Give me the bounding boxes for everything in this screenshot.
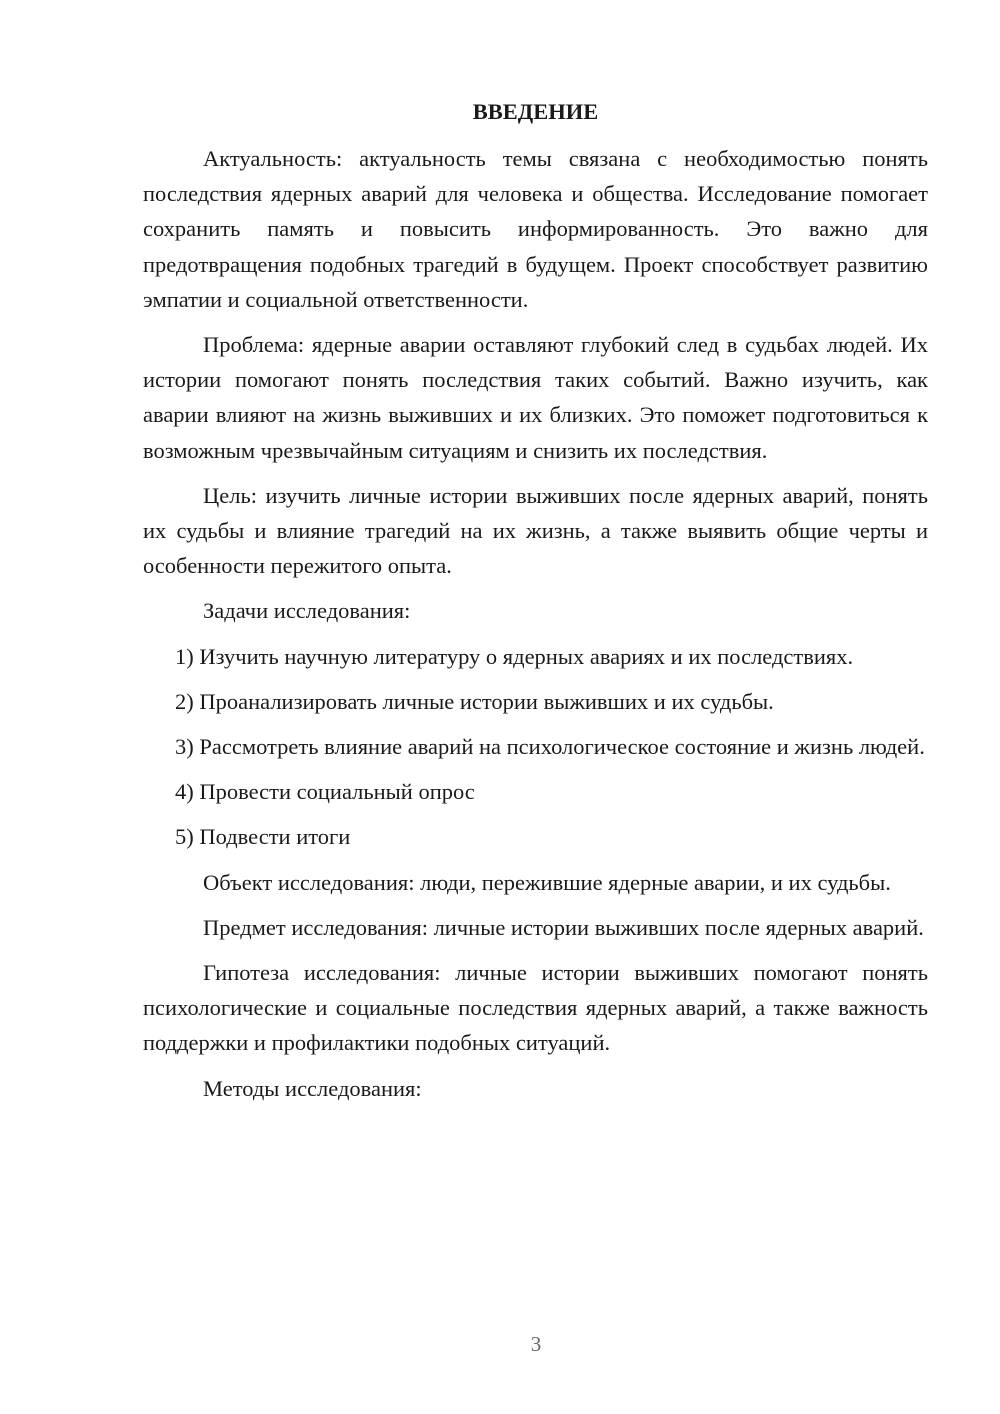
paragraph-subject: Предмет исследования: личные истории выживших после ядерных аварий. [203,914,924,940]
page-content [143,94,928,1116]
task-item-1: 1) Изучить научную литературу о ядерных авариях и их последствиях. [175,643,854,669]
paragraph-hypothesis: Гипотеза исследования: личные истории выживших помогают понять психологические и социальные последствия ядерных аварий, а также важность поддержки и профилактики подобных ситуаций. [143,960,928,1056]
task-item-5: 5) Подвести итоги [175,824,351,850]
paragraph-tasks-intro: Задачи исследования: [203,598,411,624]
section-heading: ВВЕДЕНИЕ [472,99,599,124]
task-item-4: 4) Провести социальный опрос [175,779,475,805]
task-item-2: 2) Проанализировать личные истории выживших и их судьбы. [175,688,774,714]
page-number: 3 [530,1332,542,1356]
paragraph-relevance: Актуальность: актуальность темы связана с необходимостью понять последствия ядерных аварий для человека и общества. Исследование помогает сохранить память и повысить информированность. Это важно для предотвращения подобных трагедий в будущем. Проект способствует развитию эмпатии и социальной ответственности. [143,146,928,312]
paragraph-object: Объект исследования: люди, пережившие ядерные аварии, и их судьбы. [203,869,891,895]
paragraph-goal: Цель: изучить личные истории выживших после ядерных аварий, понять их судьбы и влияние трагедий на их жизнь, а также выявить общие черты и особенности пережитого опыта. [143,482,928,579]
paragraph-problem: Проблема: ядерные аварии оставляют глубокий след в судьбах людей. Их истории помогают понять последствия таких событий. Важно изучить, как аварии влияют на жизнь выживших и их близких. Это поможет подготовиться к возможным чрезвычайным ситуациям и снизить их последствия. [143,332,928,463]
paragraph-methods: Методы исследования: [203,1075,422,1101]
task-item-3: 3) Рассмотреть влияние аварий на психологическое состояние и жизнь людей. [175,734,925,760]
